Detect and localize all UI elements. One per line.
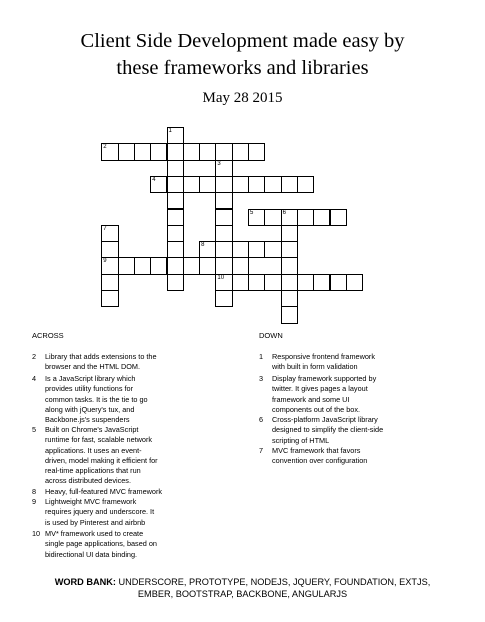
clue-number: 2 [103,144,107,151]
clue-number: 10 [217,274,225,281]
clue-line: designed to simplify the client-side [272,425,384,435]
clue-line: Cross-platform JavaScript library [272,415,378,424]
down-heading: DOWN [259,331,283,340]
grid-cell[interactable] [199,176,216,193]
clue-line: single page applications, based on [45,539,157,549]
grid-cell[interactable] [281,257,298,274]
clue-item-text [272,374,422,415]
clue-item-number: 7 [259,446,264,455]
date: May 28 2015 [202,90,283,106]
grid-cell[interactable] [167,176,184,193]
clue-item-number: 9 [32,497,37,506]
grid-cell[interactable] [346,274,363,291]
title-line-1: Client Side Development made easy by [80,30,405,52]
clue-item-number: 1 [259,352,264,361]
clue-item-number: 4 [32,374,37,383]
clue-item-text [45,487,195,497]
clue-item [259,374,422,415]
clue-item-number: 2 [32,352,37,361]
clue-item [32,352,195,373]
clue-line: requires jquery and underscore. It [45,507,155,517]
grid-cell[interactable] [167,209,184,226]
clue-number: 4 [152,176,156,183]
clue-line: along with jQuery's tux, and [45,404,135,414]
grid-cell[interactable] [264,209,281,226]
clue-item-number: 5 [32,425,37,434]
clue-line: Responsive frontend framework [272,352,376,361]
grid-cell[interactable] [215,290,232,307]
grid-cell[interactable] [215,225,232,242]
grid-cell[interactable] [281,274,298,291]
clue-item-text [272,446,422,467]
grid-cell[interactable] [232,241,249,258]
clue-item [32,374,195,425]
clue-line: provides utility functions for [45,384,134,394]
clue-item-text [45,497,195,528]
grid-cell[interactable] [248,209,265,226]
title-line-2: these frameworks and libraries [116,57,369,79]
clue-line: driven, model making it efficient for [45,455,158,465]
across-heading: ACROSS [32,331,64,340]
clue-number: 9 [103,258,107,265]
clue-line: applications. It uses an event- [45,445,142,455]
clue-item [259,446,422,467]
grid-cell[interactable] [215,274,232,291]
word-bank-line-2: EMBER, BOOTSTRAP, BACKBONE, ANGULARJS [137,589,348,599]
grid-cell[interactable] [281,290,298,307]
grid-cell[interactable] [150,176,167,193]
grid-cell[interactable] [248,241,265,258]
grid-cell[interactable] [118,257,135,274]
clue-line: Library that adds extensions to the [45,352,157,361]
grid-cell[interactable] [297,274,314,291]
clue-line: Heavy, full-featured MVC framework [45,487,163,496]
grid-cell[interactable] [248,176,265,193]
grid-cell[interactable] [215,143,232,160]
grid-cell[interactable] [167,192,184,209]
clue-line: browser and the HTML DOM. [45,362,141,372]
grid-cell[interactable] [281,209,298,226]
grid-cell[interactable] [281,225,298,242]
grid-cell[interactable] [101,225,118,242]
clue-line: Is a JavaScript library which [45,374,136,383]
clue-item-text [45,425,195,487]
grid-cell[interactable] [167,160,184,177]
clue-line: Built on Chrome's JavaScript [45,425,139,434]
clue-line: with built in form validation [272,362,358,372]
clue-item-number: 6 [259,415,264,424]
grid-cell[interactable] [232,274,249,291]
clue-number: 5 [250,209,254,216]
grid-cell[interactable] [101,143,118,160]
word-bank-line-1 [0,576,485,588]
clue-item-number: 3 [259,374,264,383]
grid-cell[interactable] [281,241,298,258]
grid-cell[interactable] [248,143,265,160]
clue-item-number: 8 [32,487,37,496]
clue-line: Lightweight MVC framework [45,497,137,506]
grid-cell[interactable] [167,127,184,144]
grid-cell[interactable] [134,257,151,274]
grid-cell[interactable] [215,192,232,209]
grid-cell[interactable] [281,176,298,193]
grid-cell[interactable] [167,143,184,160]
grid-cell[interactable] [215,209,232,226]
grid-cell[interactable] [167,241,184,258]
clue-line: runtime for fast, scalable network [45,435,153,445]
clue-number: 3 [217,160,221,167]
clue-item-number: 10 [32,529,41,538]
clue-item-text [45,352,195,373]
clue-line: across distributed devices. [45,476,131,486]
clue-item-text [272,352,422,373]
grid-cell[interactable] [313,274,330,291]
grid-cell[interactable] [264,274,281,291]
clue-line: convention over configuration [272,456,368,466]
grid-cell[interactable] [215,160,232,177]
grid-cell[interactable] [199,143,216,160]
grid-cell[interactable] [101,241,118,258]
clue-number: 6 [282,209,286,216]
grid-cell[interactable] [101,290,118,307]
grid-cell[interactable] [330,274,347,291]
grid-cell[interactable] [167,257,184,274]
grid-cell[interactable] [118,143,135,160]
grid-cell[interactable] [199,257,216,274]
word-bank-label: WORD BANK: [54,577,116,587]
clue-line: MVC framework that favors [272,446,361,455]
clue-item [32,487,195,497]
grid-cell[interactable] [313,209,330,226]
clue-item-text [45,374,195,425]
grid-cell[interactable] [297,176,314,193]
grid-cell[interactable] [232,143,249,160]
clue-item [32,529,195,560]
grid-cell[interactable] [101,257,118,274]
grid-cell[interactable] [215,176,232,193]
grid-cell[interactable] [150,143,167,160]
clue-line: scripting of HTML [272,435,330,445]
clue-line: MV* framework used to create [45,529,144,538]
grid-cell[interactable] [281,306,298,323]
clue-number: 8 [201,242,205,249]
clue-item-text [272,415,422,446]
clue-item [259,352,422,373]
clue-line: common tasks. It is the tie to go [45,394,148,404]
grid-cell[interactable] [215,257,232,274]
grid-cell[interactable] [101,274,118,291]
grid-cell[interactable] [183,176,200,193]
clue-line: bidirectional UI data binding. [45,549,138,559]
clue-line: framework and some UI [272,394,350,404]
clue-line: components out of the box. [272,404,361,414]
grid-cell[interactable] [199,241,216,258]
grid-cell[interactable] [167,225,184,242]
grid-cell[interactable] [297,209,314,226]
grid-cell[interactable] [330,209,347,226]
clue-item [32,497,195,528]
clue-line: Backbone.js's suspenders [45,415,130,425]
clue-line: real-time applications that run [45,466,141,476]
clue-item-text [45,529,195,560]
clue-line: is used by Pinterest and airbnb [45,517,146,527]
grid-cell[interactable] [232,257,249,274]
grid-cell[interactable] [150,257,167,274]
grid-cell[interactable] [134,143,151,160]
clue-item [32,425,195,487]
grid-cell[interactable] [167,274,184,291]
grid-cell[interactable] [183,143,200,160]
clue-number: 1 [168,128,172,134]
word-bank-words-1: UNDERSCORE, PROTOTYPE, NODEJS, JQUERY, FOUNDATION, EXTJS, [118,577,431,587]
clue-line: twitter. It gives pages a layout [272,384,368,394]
grid-cell[interactable] [183,257,200,274]
clue-item [259,415,422,446]
grid-cell[interactable] [264,241,281,258]
grid-cell[interactable] [264,176,281,193]
clue-number: 7 [103,225,107,232]
clue-line: Display framework supported by [272,374,377,383]
grid-cell[interactable] [215,241,232,258]
grid-cell[interactable] [248,274,265,291]
grid-cell[interactable] [232,176,249,193]
